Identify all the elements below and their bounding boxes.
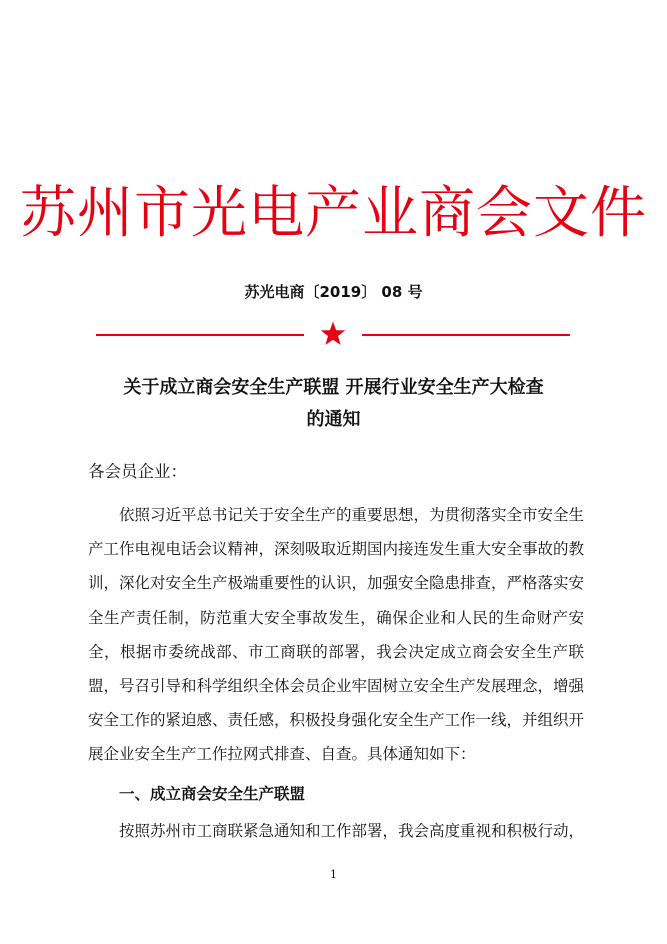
body-paragraph-2: 按照苏州市工商联紧急通知和工作部署，我会高度重视和积极行动， — [119, 822, 585, 840]
red-divider-left — [96, 334, 304, 336]
salutation: 各会员企业： — [88, 462, 187, 481]
star-icon — [319, 320, 347, 348]
notice-title-line-1: 关于成立商会安全生产联盟 开展行业安全生产大检查 — [123, 377, 544, 398]
notice-title-line-2: 的通知 — [306, 409, 361, 430]
red-divider-right — [362, 334, 570, 336]
document-header-title: 苏州市光电产业商会文件 — [20, 181, 647, 246]
body-paragraph-1: 依照习近平总书记关于安全生产的重要思想，为贯彻落实全市安全生产工作电视电话会议精神，深刻吸取近期国内接连发生重大安全事故的教训，深化对安全生产极端重要性的认识，加强安全隐患排查，严格落实安全生产责任制，防范重大安全事故发生，确保企业和人民的生命财产安全，根据市委统战部、市工商联的部署，我会决定成立商会安全生产联盟，号召引导和科学组织全体会员企业牢固树立安全生产发展理念，增强安全工作的紧迫感、责任感，积极投身强化安全生产工作一线，并组织开展企业安全生产工作拉网式排查、自查。具体通知如下： — [88, 506, 585, 764]
section-heading-1: 一、成立商会安全生产联盟 — [119, 785, 306, 803]
notice-title — [0, 372, 667, 436]
document-number: 苏光电商〔2019〕 08 号 — [244, 283, 423, 301]
page-number: 1 — [330, 868, 337, 881]
